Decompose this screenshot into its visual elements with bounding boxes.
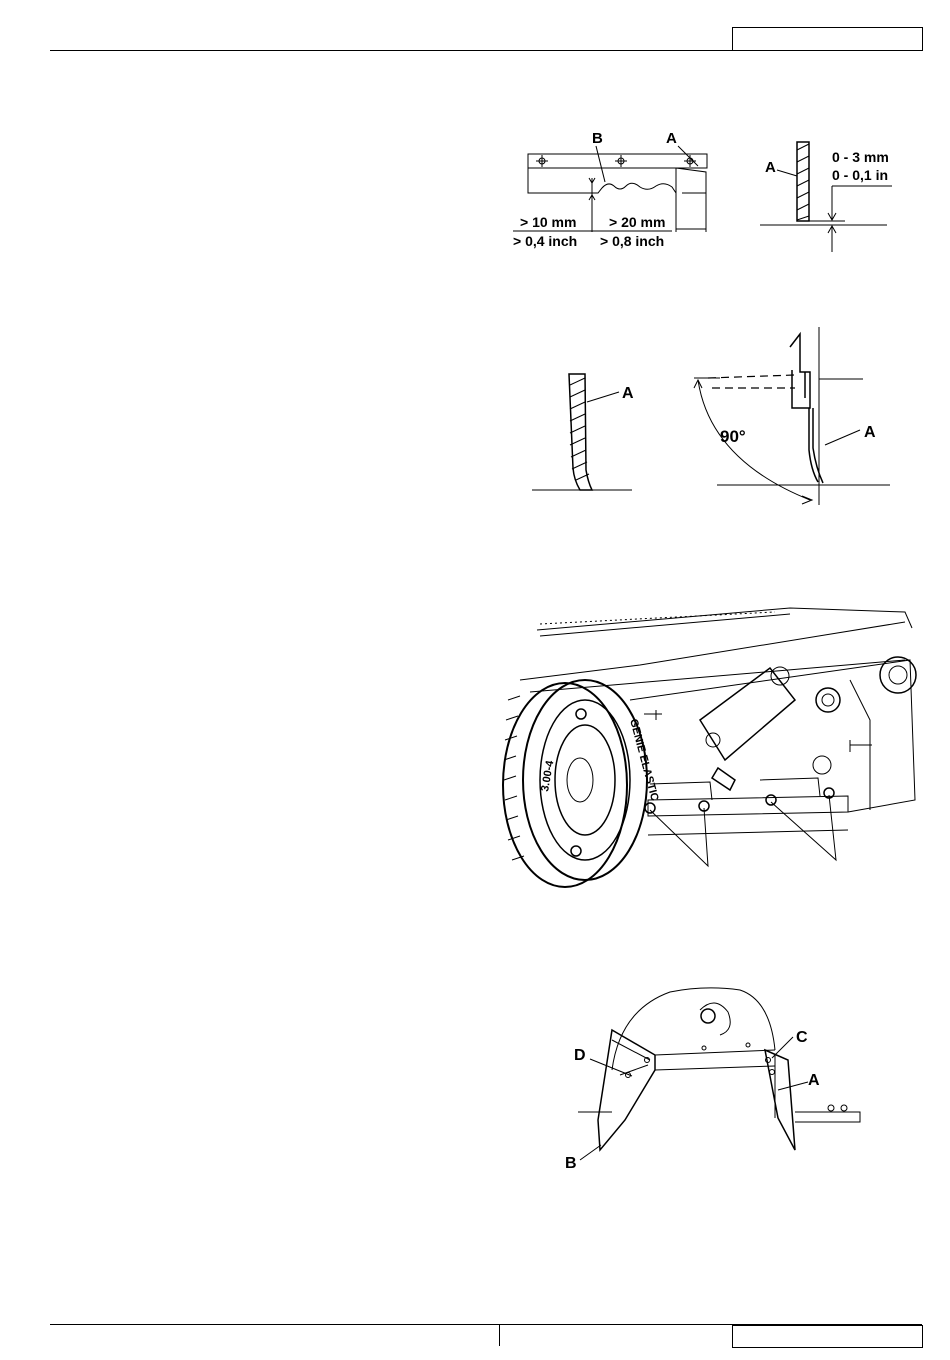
fig1-dim-left-in: > 0,4 inch [513, 233, 578, 249]
fig4-label-b: B [565, 1155, 577, 1172]
fig4-label-d: D [574, 1047, 586, 1064]
fig2-angle: 90° [720, 427, 746, 446]
fig1-gap-mm: 0 - 3 mm [832, 149, 889, 165]
fig1-gap-in: 0 - 0,1 in [832, 167, 889, 183]
tyre-brand-text: GENIE ELASTIC [627, 717, 661, 803]
footer-box [732, 1325, 923, 1348]
tyre-size-text: 3.00-4 [539, 759, 557, 793]
fig1-dim-right-mm: > 20 mm [609, 214, 666, 230]
fig1-dim-left-mm: > 10 mm [520, 214, 577, 230]
fig1-label-a: A [666, 130, 677, 147]
fig1-label-b: B [592, 130, 603, 147]
fig4-label-a: A [808, 1072, 820, 1089]
footer-divider [499, 1324, 500, 1346]
fig1-dim-right-in: > 0,8 inch [600, 233, 665, 249]
fig2-label-a-right: A [864, 424, 876, 441]
fig2-label-a-left: A [622, 385, 634, 402]
fig1-side-label-a: A [765, 159, 776, 176]
fig4-label-c: C [796, 1029, 808, 1046]
